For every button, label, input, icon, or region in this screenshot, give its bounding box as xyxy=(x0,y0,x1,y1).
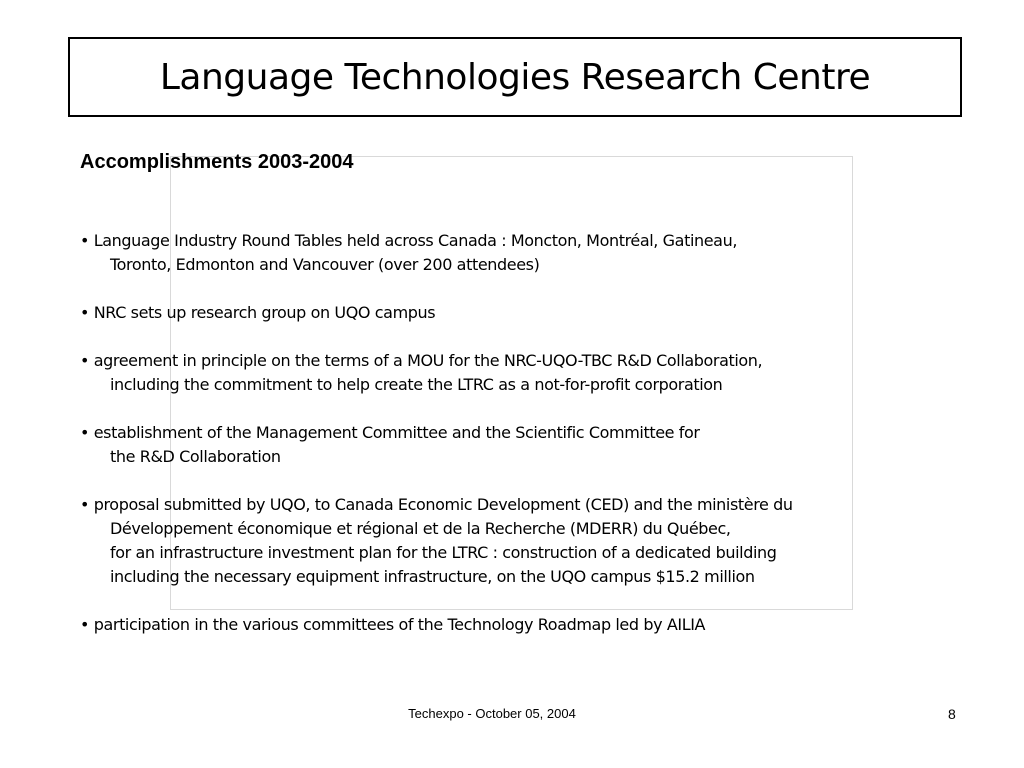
bullet-item xyxy=(80,613,1000,637)
accomplishments-list xyxy=(80,229,1000,661)
bullet-item xyxy=(80,493,1000,589)
bullet-line: • agreement in principle on the terms of a MOU for the NRC-UQO-TBC R&D Collaboration, xyxy=(80,351,763,370)
bullet-line: • establishment of the Management Committee and the Scientific Committee for xyxy=(80,423,700,442)
bullet-line: for an infrastructure investment plan for the LTRC : construction of a dedicated building xyxy=(110,543,777,562)
bullet-line: the R&D Collaboration xyxy=(110,447,281,466)
bullet-item xyxy=(80,229,1000,277)
slide-title-box xyxy=(68,37,962,117)
bullet-line: Toronto, Edmonton and Vancouver (over 200 attendees) xyxy=(110,255,540,274)
bullet-item xyxy=(80,301,1000,325)
bullet-line: including the commitment to help create the LTRC as a not-for-profit corporation xyxy=(110,375,723,394)
page-number: 8 xyxy=(948,706,956,722)
bullet-line: • participation in the various committees of the Technology Roadmap led by AILIA xyxy=(80,615,706,634)
bullet-line: • NRC sets up research group on UQO campus xyxy=(80,303,436,322)
bullet-item xyxy=(80,421,1000,469)
slide-title: Language Technologies Research Centre xyxy=(159,56,871,98)
bullet-line: Développement économique et régional et de la Recherche (MDERR) du Québec, xyxy=(110,519,731,538)
section-heading: Accomplishments 2003-2004 xyxy=(80,151,354,173)
slide-footer: Techexpo - October 05, 2004 xyxy=(408,706,576,721)
bullet-line: • proposal submitted by UQO, to Canada Economic Development (CED) and the ministère du xyxy=(80,495,793,514)
bullet-line: including the necessary equipment infrastructure, on the UQO campus $15.2 million xyxy=(110,567,755,586)
bullet-item xyxy=(80,349,1000,397)
bullet-line: • Language Industry Round Tables held across Canada : Moncton, Montréal, Gatineau, xyxy=(80,231,738,250)
